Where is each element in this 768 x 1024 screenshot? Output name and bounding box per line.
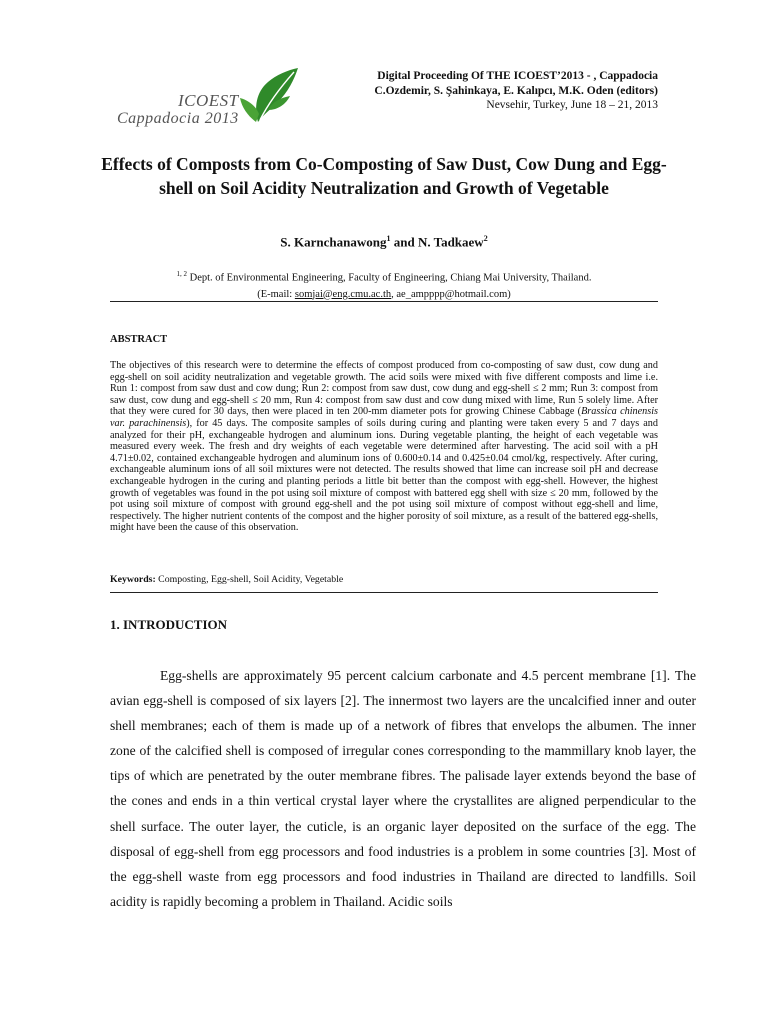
divider-bottom <box>110 592 658 593</box>
email-prefix: (E-mail: <box>257 288 295 300</box>
logo-text-cappadocia: Cappadocia 2013 <box>117 110 239 127</box>
author-2: and N. Tadkaew <box>390 234 484 250</box>
introduction-body <box>110 663 696 914</box>
email-link[interactable]: somjai@eng.cmu.ac.th <box>294 288 392 300</box>
section-heading-introduction: 1. INTRODUCTION <box>110 617 228 632</box>
keywords-label: Keywords: <box>110 574 156 585</box>
paper-authors <box>92 234 676 250</box>
author-1-sup: 1 <box>386 234 391 243</box>
abstract-species: Brassica chinensis var. parachinensis <box>110 406 658 429</box>
introduction-paragraph: Egg-shells are approximately 95 percent calcium carbonate and 4.5 percent membrane [1]. The avian egg-shell is composed of six layers [2]. The innermost two layers are the uncalcified inner and outer shell membranes; each of them is made up of a network of fibres that envelops the albumen. The inner zone of the calcified shell is composed of irregular cones corresponding to the mammillary knob layer, the tips of which are penetrated by the outer membrane fibres. The palisade layer extends beyond the base of the cones and ends in a thin vertical crystal layer where the crystallites are aligned perpendicular to the shell surface. The outer layer, the cuticle, is an organic layer deposited on the surface of the egg. The disposal of egg-shell from egg processors and food industries is a problem in some countries [3]. Most of the egg-shell waste from egg processors and food industries in Thailand are directed to landfills. Soil acidity is rapidly becoming a problem in Thailand. Acidic soils <box>110 668 696 909</box>
keywords <box>110 574 658 585</box>
paper-title: Effects of Composts from Co-Composting of Saw Dust, Cow Dung and Egg-shell on Soil Acidity Neutralization and Growth of Vegetable <box>101 154 667 198</box>
author-affiliation <box>92 266 676 303</box>
leaf-icon <box>238 64 300 126</box>
author-1: S. Karnchanawong <box>280 234 387 250</box>
email-suffix: , ae_ampppp@hotmail.com) <box>391 288 511 300</box>
abstract-text-1: The objectives of this research were to determine the effects of compost produced from co-composting of saw dust, cow dung and egg-shell on soil acidity neutralization and vegetable growth. The acid soils were mixed with five different composts and lime i.e. Run 1: compost from saw dust and cow dung; Run 2: compost from saw dust, cow dung and egg-shell ≤ 2 mm; Run 3: compost from saw dust, cow dung and egg-shell ≤ 20 mm, Run 4: compost from saw dust and cow dung mixed with lime, Run 5 solely lime. After that they were cured for 30 days, then were placed in ten 200-mm diameter pots for growing Chinese Cabbage ( <box>110 360 658 418</box>
proceeding-header <box>298 69 658 113</box>
abstract-text-2: ), for 45 days. The composite samples of soils during curing and planting were taken every 5 and 7 days and analyzed for their pH, exchangeable hydrogen and aluminum ions. During vegetable planting, the height of each vegetable was measured every week. The fresh and dry weights of each vegetable were determined after harvesting. The acid soil with a pH 4.71±0.02, contained exchangeable hydrogen and aluminum ions of 0.600±0.14 and 0.425±0.04 cmol/kg, respectively. After curing, exchangeable aluminum ions of all soil mixtures were not detected. The results showed that lime can increase soil pH and decrease exchangeable hydrogen in the curing and planting periods a little bit better than the compost with egg-shell. However, the highest growth of vegetables was found in the pot using soil mixture of compost with battered egg shell with size ≤ 20 mm, followed by the pot using soil mixture of compost with ground egg-shell and the pot using soil mixture of compost without egg-shell and lime, respectively. The higher nutrient contents of the compost and the higher porosity of soil mixture, as a result of the battered egg-shells, might have been the cause of this observation. <box>110 417 658 534</box>
proceeding-title: Digital Proceeding Of THE ICOEST’2013 - , Cappadocia <box>377 70 658 82</box>
proceeding-location-date: Nevsehir, Turkey, June 18 – 21, 2013 <box>486 99 658 111</box>
affiliation-text: Dept. of Environmental Engineering, Faculty of Engineering, Chiang Mai University, Thailand. <box>187 272 592 284</box>
affiliation-sup: 1, 2 <box>176 270 188 278</box>
keywords-list: Composting, Egg-shell, Soil Acidity, Vegetable <box>155 574 344 585</box>
author-2-sup: 2 <box>483 234 488 243</box>
abstract-body <box>110 360 658 534</box>
abstract-heading: ABSTRACT <box>110 334 168 345</box>
divider-top <box>110 301 658 302</box>
proceeding-editors: C.Ozdemir, S. Şahinkaya, E. Kalıpcı, M.K. Oden (editors) <box>374 84 658 97</box>
logo-text-icoest: ICOEST <box>178 91 239 110</box>
